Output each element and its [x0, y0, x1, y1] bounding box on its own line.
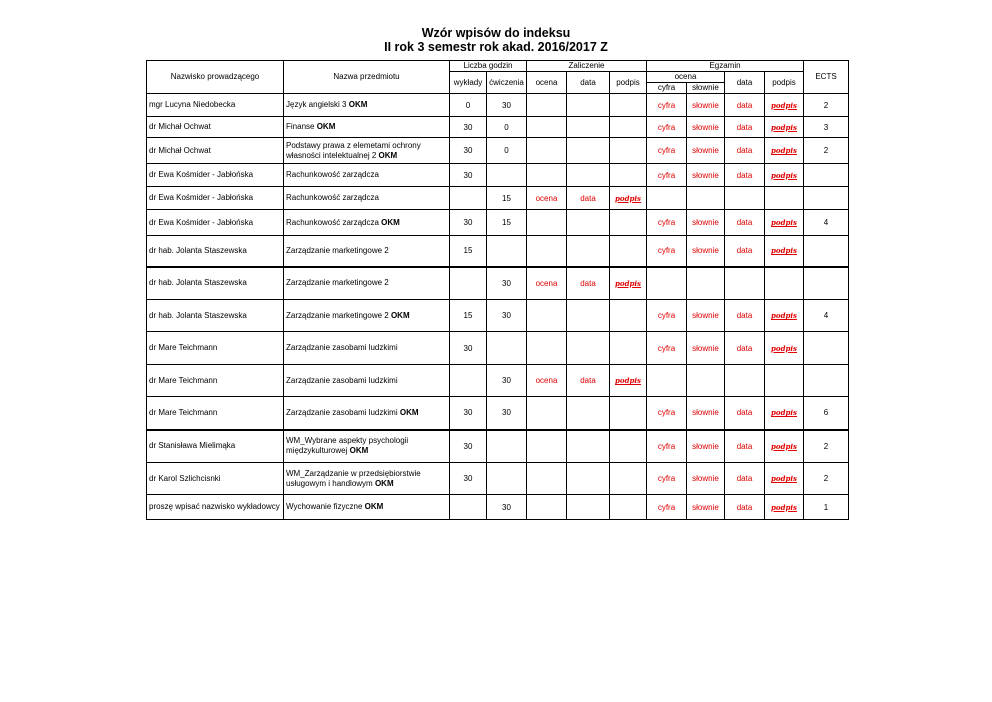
credit-grade-cell [527, 332, 567, 365]
lecturer-cell: dr Michał Ochwat [147, 117, 284, 138]
table-row [147, 463, 849, 495]
credit-date-cell [567, 463, 610, 495]
subject-name: Wychowanie fizyczne [286, 502, 363, 511]
credit-sign-cell [610, 463, 647, 495]
lecturer-cell: dr Michał Ochwat [147, 138, 284, 164]
exam-sign-cell [765, 210, 804, 236]
credit-grade-cell [527, 495, 567, 520]
lecturer-cell: dr Mare Teichmann [147, 332, 284, 365]
exam-grade-word-cell [687, 187, 725, 210]
okm-badge: OKM [381, 217, 400, 227]
lecturer-cell: dr Ewa Kośmider - Jabłońska [147, 210, 284, 236]
subject-cell [284, 138, 450, 164]
subject-name: Rachunkowość zarządcza [286, 217, 379, 227]
exam-sign-cell [765, 495, 804, 520]
exam-grade-word-cell: słownie [687, 210, 725, 236]
credit-sign-cell [610, 138, 647, 164]
credit-grade-cell: ocena [527, 187, 567, 210]
table-row [147, 430, 849, 463]
credit-sign-cell [610, 164, 647, 187]
exercises-hours-cell: 30 [487, 94, 527, 117]
lecturer-cell: dr Mare Teichmann [147, 397, 284, 430]
subject-name: Zarządzanie marketingowe 2 [286, 245, 389, 255]
signature-placeholder: podpis [771, 246, 797, 256]
credit-date-cell [567, 332, 610, 365]
exam-sign-cell [765, 187, 804, 210]
exam-grade-digit-cell [647, 365, 687, 397]
table-row [147, 267, 849, 300]
okm-badge: OKM [378, 150, 398, 160]
exam-date-cell: data [725, 236, 765, 267]
credit-grade-cell [527, 463, 567, 495]
exam-grade-digit-cell [647, 267, 687, 300]
header-subject: Nazwa przedmiotu [284, 61, 450, 94]
exam-date-cell: data [725, 397, 765, 430]
exam-grade-digit-cell: cyfra [647, 164, 687, 187]
ects-cell: 2 [804, 138, 849, 164]
ects-cell [804, 187, 849, 210]
exam-grade-digit-cell: cyfra [647, 300, 687, 332]
credit-grade-cell [527, 397, 567, 430]
signature-placeholder: podpis [771, 170, 797, 180]
okm-badge: OKM [316, 122, 336, 131]
exercises-hours-cell: 30 [487, 495, 527, 520]
lectures-hours-cell: 30 [450, 164, 487, 187]
exam-date-cell [725, 267, 765, 300]
subject-name: Rachunkowość zarządcza [286, 193, 379, 202]
lecturer-cell: dr Stanisława Mielimąka [147, 430, 284, 463]
credit-grade-cell [527, 300, 567, 332]
credit-date-cell [567, 117, 610, 138]
lecturer-cell: dr hab. Jolanta Staszewska [147, 300, 284, 332]
exam-date-cell: data [725, 463, 765, 495]
credit-date-cell [567, 397, 610, 430]
table-row [147, 187, 849, 210]
ects-cell [804, 332, 849, 365]
lecturer-cell: dr hab. Jolanta Staszewska [147, 236, 284, 267]
lectures-hours-cell: 30 [450, 210, 487, 236]
credit-grade-cell [527, 236, 567, 267]
header-credit: Zaliczenie [527, 61, 647, 72]
header-grade-digit: cyfra [647, 83, 687, 94]
subject-cell [284, 397, 450, 430]
subject-cell [284, 94, 450, 117]
table-row [147, 397, 849, 430]
exam-grade-word-cell [687, 365, 725, 397]
credit-grade-cell [527, 138, 567, 164]
subject-name: Zarządzanie zasobami ludzkimi [286, 343, 398, 352]
lectures-hours-cell: 30 [450, 138, 487, 164]
table-row [147, 210, 849, 236]
document-title: Wzór wpisów do indeksu [421, 26, 571, 40]
credit-sign-cell [610, 430, 647, 463]
exam-sign-cell [765, 138, 804, 164]
subject-cell [284, 365, 450, 397]
exam-sign-cell [765, 463, 804, 495]
credit-sign-cell [610, 397, 647, 430]
subject-cell [284, 495, 450, 520]
signature-placeholder: podpis [771, 408, 797, 418]
signature-placeholder: podpis [615, 278, 641, 288]
document-subtitle: II rok 3 semestr rok akad. 2016/2017 Z [384, 40, 608, 54]
credit-date-cell [567, 210, 610, 236]
subject-name-cont: międzykulturowej [286, 446, 348, 456]
lectures-hours-cell [450, 495, 487, 520]
okm-badge: OKM [349, 446, 369, 456]
okm-badge: OKM [364, 502, 384, 511]
lecturer-cell: dr Ewa Kośmider - Jabłońska [147, 187, 284, 210]
credit-date-cell [567, 138, 610, 164]
credit-sign-cell [610, 300, 647, 332]
exam-date-cell: data [725, 210, 765, 236]
exam-grade-word-cell: słownie [687, 117, 725, 138]
credit-grade-cell [527, 210, 567, 236]
table-row [147, 495, 849, 520]
exercises-hours-cell [487, 430, 527, 463]
credit-grade-cell [527, 430, 567, 463]
exercises-hours-cell: 30 [487, 300, 527, 332]
exam-sign-cell [765, 117, 804, 138]
signature-placeholder: podpis [771, 343, 797, 353]
lecturer-cell: dr Ewa Kośmider - Jabłońska [147, 164, 284, 187]
subject-name: Język angielski 3 [286, 100, 347, 109]
header-credit-sign: podpis [610, 72, 647, 94]
exam-sign-cell [765, 236, 804, 267]
lectures-hours-cell: 30 [450, 332, 487, 365]
credit-date-cell [567, 430, 610, 463]
exam-date-cell: data [725, 495, 765, 520]
credit-grade-cell [527, 117, 567, 138]
header-credit-grade: ocena [527, 72, 567, 94]
exam-grade-word-cell: słownie [687, 463, 725, 495]
signature-placeholder: podpis [615, 376, 641, 385]
ects-cell: 4 [804, 210, 849, 236]
ects-cell: 1 [804, 495, 849, 520]
subject-name: Rachunkowość zarządcza [286, 170, 379, 179]
header-exam: Egzamin [647, 61, 804, 72]
exam-grade-word-cell: słownie [687, 138, 725, 164]
signature-placeholder: podpis [771, 122, 797, 132]
lecturer-cell: dr hab. Jolanta Staszewska [147, 267, 284, 300]
subject-name: WM_Wybrane aspekty psychologii [286, 436, 409, 446]
exam-grade-word-cell: słownie [687, 300, 725, 332]
exam-grade-word-cell: słownie [687, 430, 725, 463]
subject-name: Zarządzanie marketingowe 2 [286, 278, 389, 288]
exam-grade-word-cell: słownie [687, 495, 725, 520]
subject-name: Zarządzanie zasobami ludzkimi [286, 375, 398, 385]
credit-sign-cell [610, 495, 647, 520]
subject-name-cont: usługowym i handlowym [286, 478, 375, 488]
exam-grade-word-cell [687, 267, 725, 300]
credit-sign-cell [610, 187, 647, 210]
table-row [147, 94, 849, 117]
subject-cell [284, 164, 450, 187]
ects-cell: 2 [804, 463, 849, 495]
lectures-hours-cell [450, 267, 487, 300]
exam-date-cell: data [725, 332, 765, 365]
exam-grade-digit-cell: cyfra [647, 430, 687, 463]
signature-placeholder: podpis [771, 502, 797, 512]
header-lectures: wykłady [450, 72, 487, 94]
credit-sign-cell [610, 332, 647, 365]
credit-grade-cell [527, 94, 567, 117]
exam-date-cell: data [725, 138, 765, 164]
credit-sign-cell [610, 365, 647, 397]
credit-sign-cell [610, 236, 647, 267]
subject-cell [284, 117, 450, 138]
lectures-hours-cell [450, 187, 487, 210]
signature-placeholder: podpis [615, 193, 641, 203]
exam-grade-digit-cell: cyfra [647, 236, 687, 267]
header-grade-word: słownie [687, 83, 725, 94]
ects-cell: 2 [804, 430, 849, 463]
exam-date-cell: data [725, 94, 765, 117]
exam-date-cell [725, 365, 765, 397]
exam-grade-word-cell: słownie [687, 94, 725, 117]
signature-placeholder: podpis [771, 311, 797, 320]
subject-name: WM_Zarządzanie w przedsiębiorstwie [286, 468, 421, 478]
credit-sign-cell [610, 267, 647, 300]
exercises-hours-cell: 0 [487, 117, 527, 138]
exam-sign-cell [765, 397, 804, 430]
exercises-hours-cell [487, 463, 527, 495]
exam-grade-digit-cell: cyfra [647, 495, 687, 520]
credit-date-cell [567, 94, 610, 117]
table-row [147, 164, 849, 187]
lecturer-cell: mgr Lucyna Niedobecka [147, 94, 284, 117]
credit-date-cell [567, 236, 610, 267]
exam-grade-digit-cell: cyfra [647, 332, 687, 365]
subject-cell [284, 187, 450, 210]
signature-placeholder: podpis [771, 218, 797, 227]
lecturer-cell: dr Karol Szlichcisnki [147, 463, 284, 495]
ects-cell [804, 365, 849, 397]
header-credit-date: data [567, 72, 610, 94]
subject-name: Podstawy prawa z elemetami ochrony [286, 140, 421, 150]
subject-cell [284, 267, 450, 300]
exam-sign-cell [765, 267, 804, 300]
okm-badge: OKM [348, 100, 368, 109]
ects-cell [804, 164, 849, 187]
exam-grade-digit-cell: cyfra [647, 117, 687, 138]
subject-name-cont: własności intelektualnej 2 [286, 150, 377, 160]
credit-sign-cell [610, 210, 647, 236]
lecturer-cell: dr Mare Teichmann [147, 365, 284, 397]
exam-sign-cell [765, 94, 804, 117]
credit-date-cell: data [567, 365, 610, 397]
credit-date-cell [567, 495, 610, 520]
subject-cell [284, 430, 450, 463]
header-exercises: ćwiczenia [487, 72, 527, 94]
ects-cell: 3 [804, 117, 849, 138]
exam-sign-cell [765, 164, 804, 187]
index-entries-table [146, 60, 849, 520]
lectures-hours-cell [450, 365, 487, 397]
ects-cell [804, 267, 849, 300]
credit-sign-cell [610, 94, 647, 117]
credit-date-cell [567, 164, 610, 187]
subject-cell [284, 332, 450, 365]
ects-cell [804, 236, 849, 267]
exercises-hours-cell: 15 [487, 187, 527, 210]
ects-cell: 2 [804, 94, 849, 117]
subject-cell [284, 300, 450, 332]
exercises-hours-cell: 0 [487, 138, 527, 164]
exam-grade-digit-cell: cyfra [647, 397, 687, 430]
exam-sign-cell [765, 332, 804, 365]
exam-grade-word-cell: słownie [687, 236, 725, 267]
subject-cell [284, 236, 450, 267]
exercises-hours-cell [487, 332, 527, 365]
okm-badge: OKM [390, 310, 410, 320]
exercises-hours-cell [487, 236, 527, 267]
exam-grade-digit-cell: cyfra [647, 463, 687, 495]
credit-date-cell: data [567, 187, 610, 210]
ects-cell: 6 [804, 397, 849, 430]
credit-grade-cell [527, 164, 567, 187]
signature-placeholder: podpis [771, 100, 797, 110]
header-exam-grade: ocena [647, 72, 725, 83]
exam-date-cell: data [725, 164, 765, 187]
subject-name: Zarządzanie zasobami ludzkimi [286, 407, 398, 417]
okm-badge: OKM [374, 478, 394, 488]
exercises-hours-cell: 30 [487, 397, 527, 430]
table-row [147, 365, 849, 397]
lectures-hours-cell: 0 [450, 94, 487, 117]
credit-date-cell [567, 300, 610, 332]
subject-name: Finanse [286, 122, 315, 131]
exam-date-cell [725, 187, 765, 210]
exam-grade-digit-cell: cyfra [647, 210, 687, 236]
exercises-hours-cell: 30 [487, 365, 527, 397]
exam-grade-word-cell: słownie [687, 332, 725, 365]
table-row [147, 138, 849, 164]
exam-sign-cell [765, 365, 804, 397]
header-hours: Liczba godzin [450, 61, 527, 72]
subject-cell [284, 463, 450, 495]
exercises-hours-cell [487, 164, 527, 187]
exam-sign-cell [765, 430, 804, 463]
signature-placeholder: podpis [771, 474, 797, 483]
exercises-hours-cell: 15 [487, 210, 527, 236]
credit-grade-cell: ocena [527, 267, 567, 300]
subject-name: Zarządzanie marketingowe 2 [286, 310, 389, 320]
credit-sign-cell [610, 117, 647, 138]
signature-placeholder: podpis [771, 146, 797, 155]
exercises-hours-cell: 30 [487, 267, 527, 300]
credit-grade-cell: ocena [527, 365, 567, 397]
lectures-hours-cell: 30 [450, 463, 487, 495]
exam-sign-cell [765, 300, 804, 332]
table-body [147, 94, 849, 520]
exam-date-cell: data [725, 117, 765, 138]
lectures-hours-cell: 15 [450, 236, 487, 267]
credit-date-cell: data [567, 267, 610, 300]
lectures-hours-cell: 15 [450, 300, 487, 332]
exam-date-cell: data [725, 430, 765, 463]
subject-cell [284, 210, 450, 236]
header-exam-date: data [725, 72, 765, 94]
table-row [147, 332, 849, 365]
table-row [147, 236, 849, 267]
exam-grade-digit-cell: cyfra [647, 138, 687, 164]
lectures-hours-cell: 30 [450, 397, 487, 430]
ects-cell: 4 [804, 300, 849, 332]
signature-placeholder: podpis [771, 441, 797, 451]
header-exam-sign: podpis [765, 72, 804, 94]
exam-grade-digit-cell [647, 187, 687, 210]
table-row [147, 117, 849, 138]
lecturer-cell: proszę wpisać nazwisko wykładowcy [147, 495, 284, 520]
lectures-hours-cell: 30 [450, 430, 487, 463]
lectures-hours-cell: 30 [450, 117, 487, 138]
header-ects: ECTS [804, 61, 849, 94]
table-row [147, 300, 849, 332]
exam-grade-word-cell: słownie [687, 164, 725, 187]
header-lecturer: Nazwisko prowadzącego [147, 61, 284, 94]
exam-grade-digit-cell: cyfra [647, 94, 687, 117]
exam-date-cell: data [725, 300, 765, 332]
exam-grade-word-cell: słownie [687, 397, 725, 430]
okm-badge: OKM [399, 407, 419, 417]
